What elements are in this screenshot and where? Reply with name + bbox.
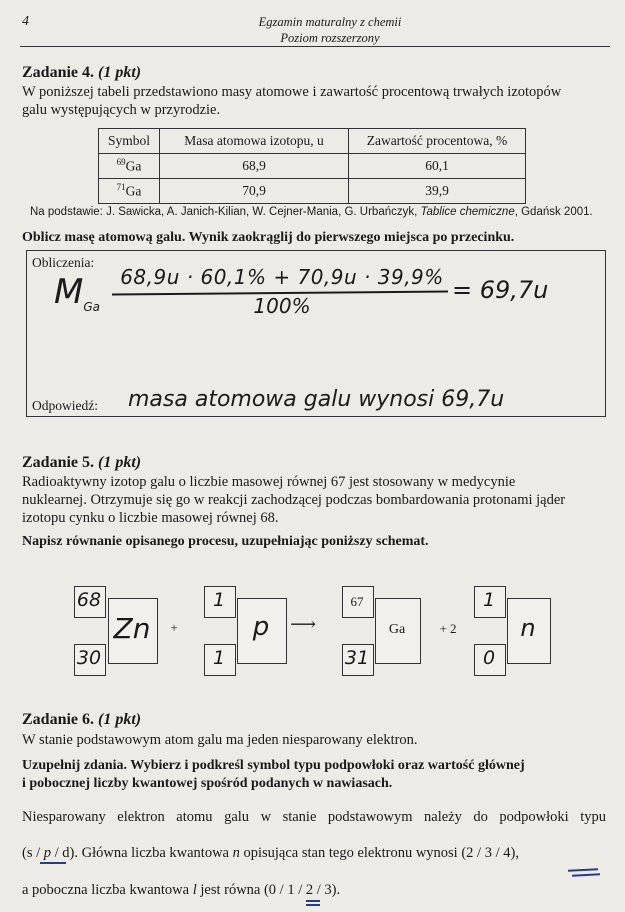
task4-command: Oblicz masę atomową galu. Wynik zaokrąglij do pierwszego miejsca po przecinku.	[22, 230, 515, 245]
p-atomic: 1	[212, 647, 226, 669]
task6-sentence-line2	[22, 844, 519, 862]
sentence-part: (s /	[22, 845, 44, 861]
task5-text-line2: nuklearnej. Otrzymuje się go w reakcji zachodzącej podczas bombardowania protonami jąder	[22, 492, 566, 508]
task4-intro-line2: galu występujących w przyrodzie.	[22, 102, 221, 118]
handwritten-numerator: 68,9u · 60,1% + 70,9u · 39,9%	[120, 265, 444, 289]
table-cell-symbol	[99, 179, 160, 204]
isotope-table	[98, 128, 526, 204]
selected-subshell: p	[43, 845, 51, 861]
table-header: Masa atomowa izotopu, u	[160, 129, 349, 154]
task4-intro	[22, 83, 612, 119]
task5-title-text: Zadanie 5.	[22, 454, 95, 471]
ga-symbol: Ga	[388, 622, 406, 637]
task4-intro-line1: W poniższej tabeli przedstawiono masy atomowe i zawartość procentową trwałych izotopów	[22, 84, 562, 100]
handwritten-lhs	[54, 272, 100, 314]
element-symbol: Ga	[125, 183, 142, 199]
task6-points: (1 pkt)	[98, 711, 142, 728]
handwritten-subscript: Ga	[83, 299, 100, 314]
task5-title	[22, 454, 141, 472]
ga-atomic: 31	[344, 647, 370, 669]
handwritten-M: M	[54, 272, 84, 312]
n-mass: 1	[482, 589, 496, 611]
answer-label: Odpowiedź:	[32, 398, 98, 413]
task6-intro: W stanie podstawowym atom galu ma jeden niesparowany elektron.	[22, 732, 418, 748]
task4-title	[22, 64, 141, 82]
table-cell-mass: 68,9	[160, 154, 349, 179]
zn-symbol: Zn	[113, 612, 151, 645]
task6-command	[22, 757, 612, 793]
zn-mass: 68	[76, 589, 102, 611]
handwritten-denominator: 100%	[253, 294, 311, 318]
ga-mass: 67	[350, 594, 364, 609]
sentence-part: jest równa (0 /	[196, 882, 288, 898]
table-header-row	[99, 129, 526, 154]
header-title-line2: Poziom rozszerzony	[280, 31, 380, 45]
task5-command: Napisz równanie opisanego procesu, uzupełniając poniższy schemat.	[22, 534, 429, 549]
underline-mark	[568, 868, 598, 871]
symbol-l: l	[192, 882, 197, 898]
zn-atomic: 30	[76, 647, 102, 669]
symbol-n: n	[232, 845, 240, 861]
source-prefix: Na podstawie: J. Sawicka, A. Janich-Kilian, W. Cejner-Mania, G. Urbańczyk,	[30, 206, 418, 218]
task6-sentence-line1: Niesparowany elektron atomu galu w stanie podstawowym należy do podpowłoki typu	[22, 809, 606, 825]
n-symbol: n	[520, 614, 536, 642]
p-symbol: p	[252, 612, 270, 642]
mass-number: 71	[116, 182, 126, 193]
plus-sign: +	[170, 620, 178, 635]
n-atomic: 0	[482, 647, 496, 669]
element-symbol: Ga	[125, 158, 142, 174]
task5-text-line3: izotopu cynku o liczbie masowej równej 68.	[22, 510, 279, 526]
page-number: 4	[22, 14, 29, 29]
table-header: Symbol	[99, 129, 160, 154]
task4-points: (1 pkt)	[98, 64, 142, 81]
handwritten-answer: masa atomowa galu wynosi 69,7u	[128, 387, 505, 412]
sentence-part: opisująca stan tego elektronu wynosi (2 / 3 /	[239, 845, 504, 861]
task6-title-text: Zadanie 6.	[22, 711, 95, 728]
selected-azimuthal: 1	[287, 882, 295, 898]
header-title-line1: Egzamin maturalny z chemii	[258, 15, 402, 29]
sentence-part: a poboczna liczba kwantowa	[22, 882, 193, 898]
underline-mark	[40, 862, 66, 864]
task6-command-line2: i pobocznej liczby kwantowej spośród podanych w nawiasach.	[22, 776, 393, 791]
task5-text	[22, 473, 612, 527]
handwritten-result: = 69,7u	[452, 276, 549, 304]
table-cell-percent: 39,9	[349, 179, 526, 204]
task6-command-line1: Uzupełnij zdania. Wybierz i podkreśl symbol typu podpowłoki oraz wartość głównej	[22, 758, 525, 773]
task6-sentence-line3	[22, 881, 340, 899]
table-row	[99, 154, 526, 179]
calc-label: Obliczenia:	[32, 255, 95, 270]
plus-two: + 2	[439, 621, 457, 636]
underline-mark	[306, 904, 320, 906]
underline-mark	[572, 873, 600, 876]
table-cell-mass: 70,9	[160, 179, 349, 204]
arrow-icon: ⟶	[290, 614, 316, 634]
task5-points: (1 pkt)	[98, 454, 142, 471]
sentence-part: / d). Główna liczba kwantowa	[51, 845, 233, 861]
task4-title-text: Zadanie 4.	[22, 64, 95, 81]
sentence-part: ),	[510, 845, 519, 861]
source-suffix: , Gdańsk 2001.	[514, 206, 593, 218]
source-citation	[30, 206, 593, 218]
sentence-part: / 2 / 3).	[294, 882, 341, 898]
underline-mark	[306, 900, 320, 902]
task5-text-line1: Radioaktywny izotop galu o liczbie masowej równej 67 jest stosowany w medycynie	[22, 474, 516, 490]
source-title: Tablice chemiczne	[420, 206, 515, 218]
task6-title	[22, 711, 141, 729]
p-mass: 1	[212, 589, 226, 611]
selected-principal: 4	[503, 845, 511, 861]
header-title	[200, 14, 460, 46]
header-rule	[20, 46, 610, 47]
table-cell-percent: 60,1	[349, 154, 526, 179]
table-row	[99, 179, 526, 204]
table-cell-symbol	[99, 154, 160, 179]
mass-number: 69	[116, 157, 126, 168]
table-header: Zawartość procentowa, %	[349, 129, 526, 154]
